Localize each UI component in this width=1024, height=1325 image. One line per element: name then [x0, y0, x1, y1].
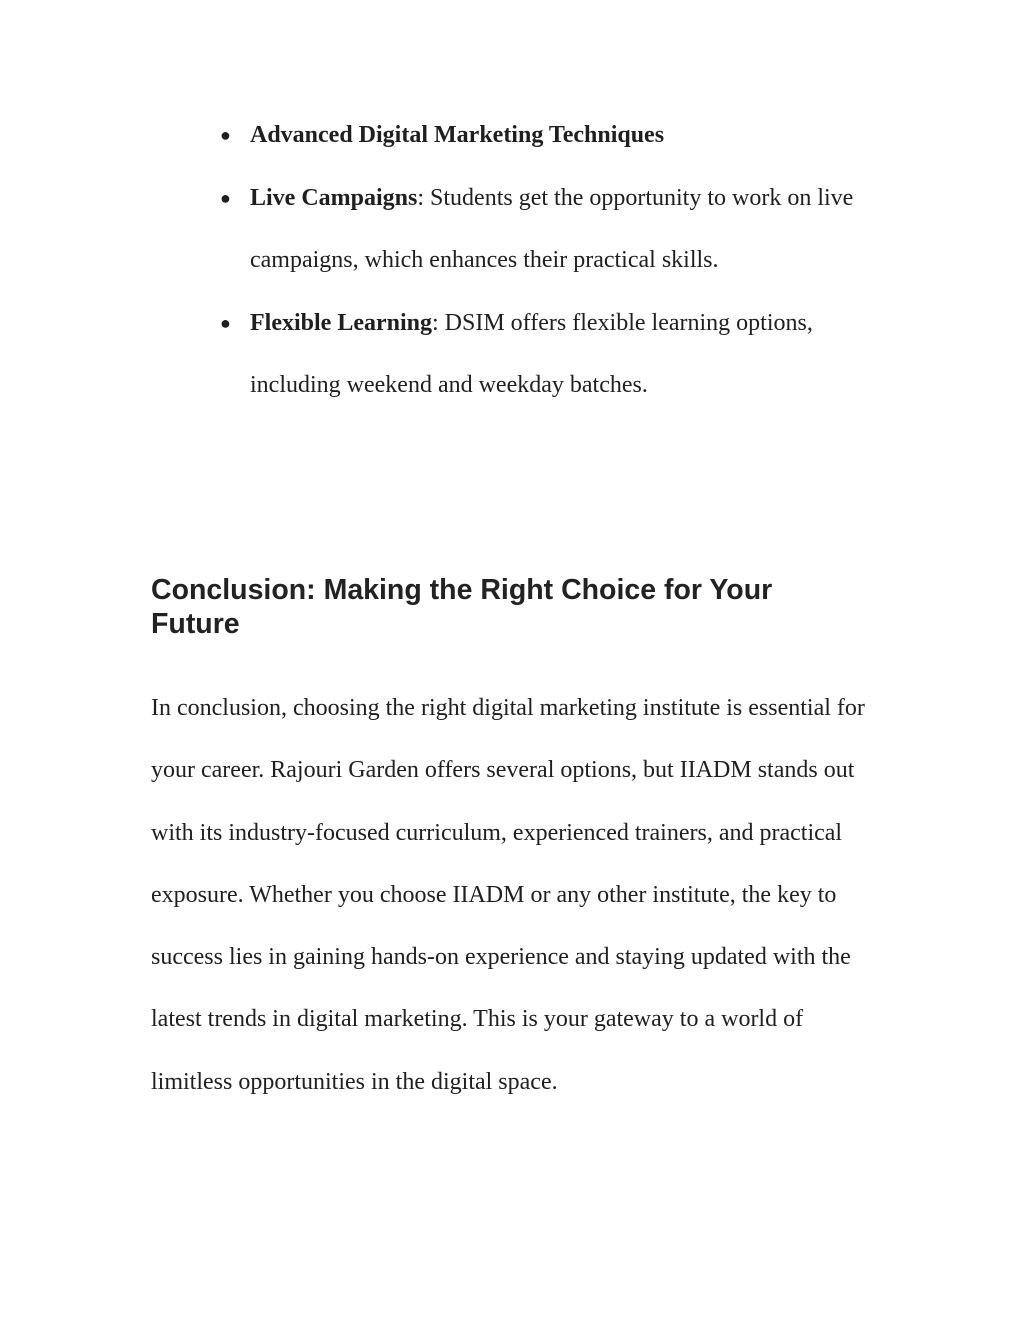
conclusion-paragraph: In conclusion, choosing the right digital marketing institute is essential for your career. Rajouri Garden offers several options, but IIADM stands out with its industry-focused curriculum, experienced trainers, and practical exposure. Whether you choose IIADM or any other institute, the key to success lies in gaining hands-on experience and staying updated with the latest trends in digital marketing. This is your gateway to a world of limitless opportunities in the digital space. [151, 695, 865, 1095]
list-item [220, 167, 880, 292]
feature-bullet-list [220, 104, 880, 417]
bullet-icon: ● [220, 125, 231, 145]
bullet-title: Flexible Learning [250, 309, 432, 336]
bullet-separator: : [432, 309, 439, 336]
list-item [220, 104, 880, 167]
bullet-title: Advanced Digital Marketing Techniques [250, 122, 665, 148]
bullet-icon: ● [220, 312, 231, 333]
bullet-title: Live Campaigns [250, 184, 418, 211]
bullet-text: DSIM offers flexible learning options, including weekend and weekday batches. [250, 309, 813, 398]
bullet-text: Students get the opportunity to work on live campaigns, which enhances their practical skills. [250, 184, 854, 273]
list-item [220, 292, 880, 417]
section-heading: Conclusion: Making the Right Choice for Your Future [151, 574, 773, 640]
bullet-icon: ● [220, 187, 231, 208]
bullet-separator: : [417, 184, 425, 211]
